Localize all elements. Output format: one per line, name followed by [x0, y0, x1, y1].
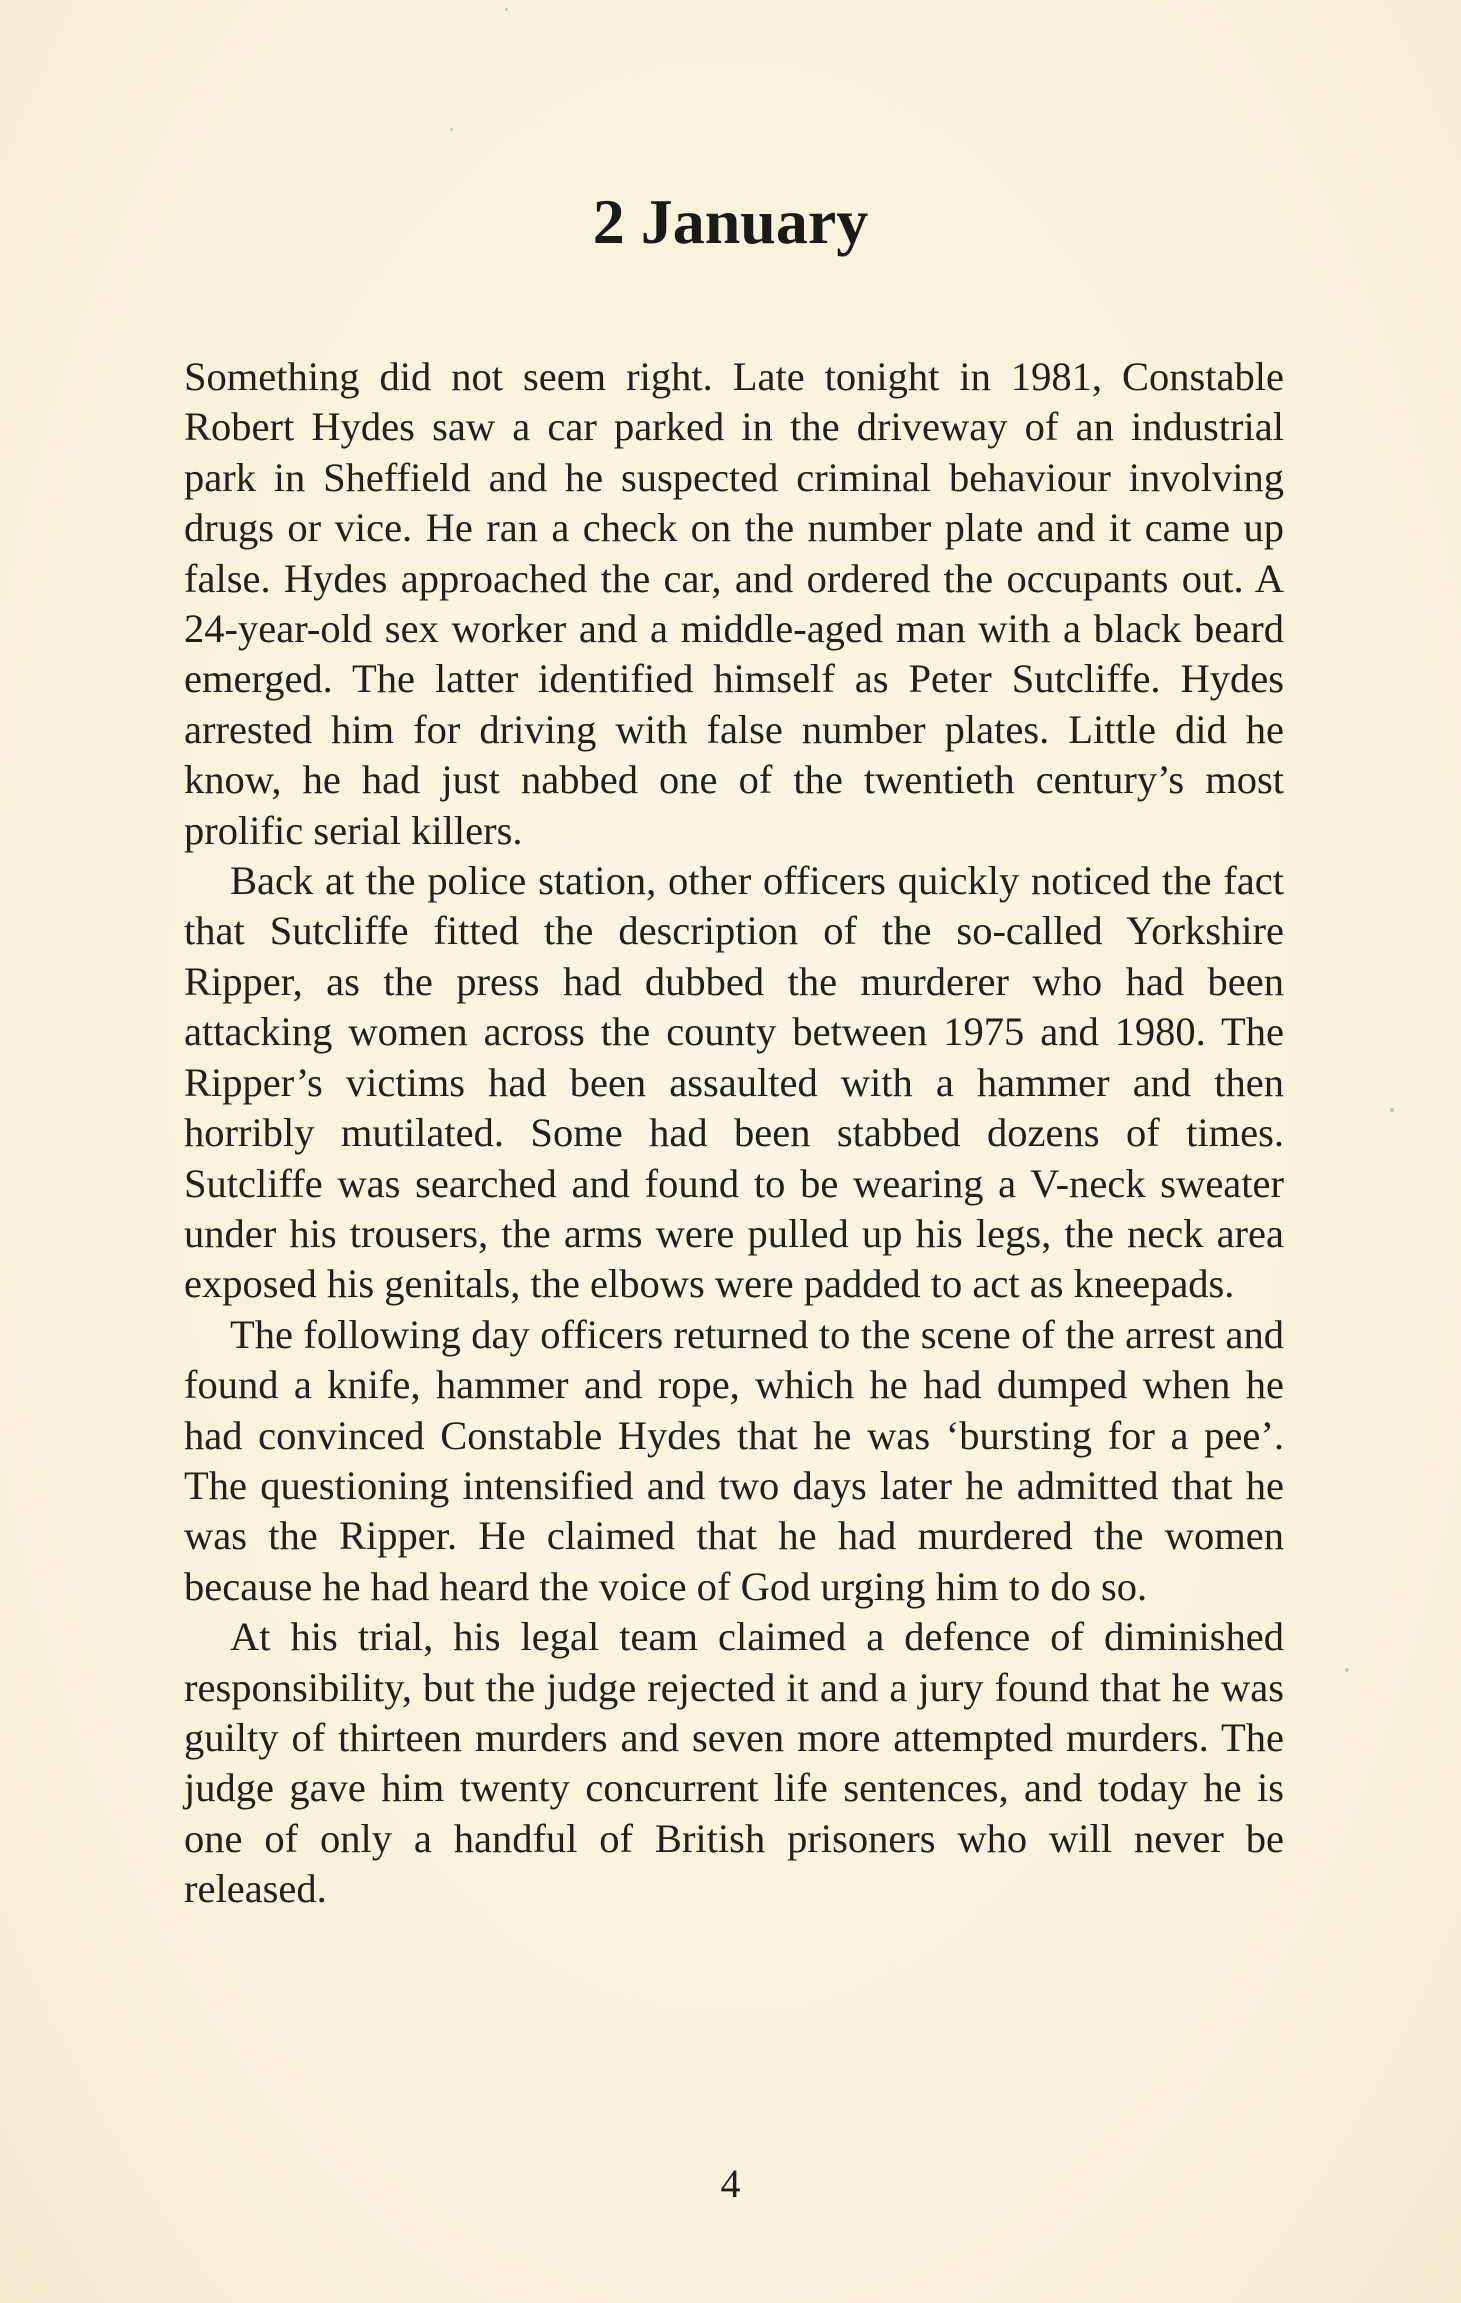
- page-number: 4: [720, 2161, 741, 2206]
- page-title: 2 January: [592, 186, 869, 257]
- paragraph-1: Something did not seem right. Late tonight in 1981, Constable Robert Hydes saw a car parked in the driveway of an industrial park in Sheffield and he suspected criminal behaviour involving drugs or vice. He ran a check on the number plate and it came up false. Hydes approached the car, and ordered the occupants out. A 24-year-old sex worker and a middle-aged man with a black beard emerged. The latter identified himself as Peter Sutcliffe. Hydes arrested him for driving with false number plates. Little did he know, he had just nabbed one of the twentieth century’s most prolific serial killers.: [184, 354, 1284, 853]
- paper-speck: [1390, 1108, 1394, 1112]
- paragraph-3: The following day officers returned to the scene of the arrest and found a knife, hammer and rope, which he had dumped when he had convinced Constable Hydes that he was ‘bursting for a pee’. The questioning intensified and two days later he admitted that he was the Ripper. He claimed that he had murdered the women because he had heard the voice of God urging him to do so.: [184, 1311, 1284, 1609]
- paragraph-4: At his trial, his legal team claimed a defence of diminished responsibility, but the judge rejected it and a jury found that he was guilty of thirteen murders and seven more attempted murders. The judge gave him twenty concurrent life sentences, and today he is one of only a handful of British prisoners who will never be released.: [184, 1614, 1284, 1912]
- paper-speck: [1345, 1668, 1349, 1672]
- body-text: [184, 352, 1284, 1915]
- paper-speck: [505, 8, 508, 11]
- paper-speck: [450, 128, 453, 131]
- paragraph-2: Back at the police station, other officers quickly noticed the fact that Sutcliffe fitted the description of the so-called Yorkshire Ripper, as the press had dubbed the murderer who had been attacking women across the county between 1975 and 1980. The Ripper’s victims had been assaulted with a hammer and then horribly mutilated. Some had been stabbed dozens of times. Sutcliffe was searched and found to be wearing a V-neck sweater under his trousers, the arms were pulled up his legs, the neck area exposed his genitals, the elbows were padded to act as kneepads.: [184, 858, 1284, 1307]
